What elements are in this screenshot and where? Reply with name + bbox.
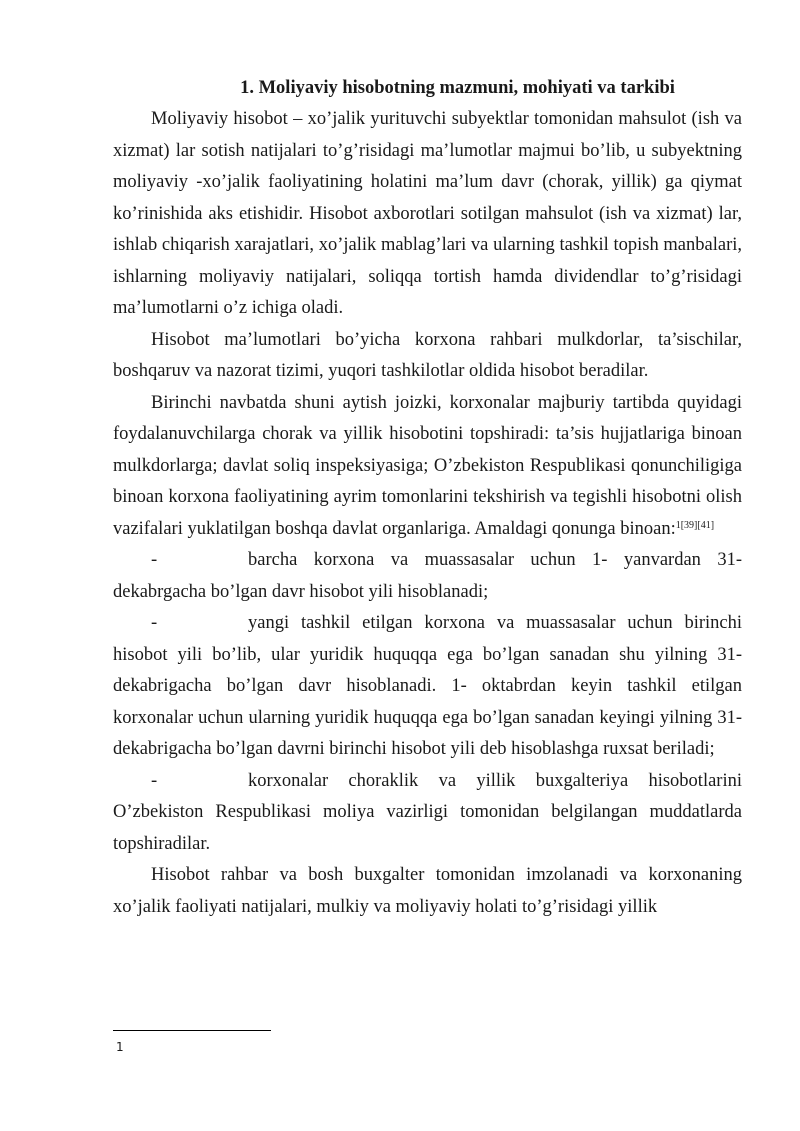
list-item <box>113 545 742 608</box>
list-dash: - <box>151 770 158 791</box>
paragraph-definition: Moliyaviy hisobot – xo’jalik yurituvchi subyektlar tomonidan mahsulot (ish va xizmat) lar sotish natijalari to’g’risidagi ma’lumotlar majmui bo’lib, u subyektning moliyaviy -xo’jalik faoliyatining holatini ma’lum davr (chorak, yillik) ga qiymat ko’rinishida aks etishidir. Hisobot axborotlari sotilgan mahsulot (ish va xizmat) lar, ishlab chiqarish xarajatlari, xo’jalik mablag’lari va ularning tashkil topish manbalari, ishlarning moliyaviy natijalari, soliqqa tortish hamda dividendlar to’g’risidagi ma’lumotlarni o’z ichiga oladi. <box>113 109 742 318</box>
footnote-number: 1 <box>116 1040 124 1054</box>
list-item-text: korxonalar choraklik va yillik buxgalteriya hisobotlarini O’zbekiston Respublikasi moliya vazirligi tomonidan belgilangan muddatlarda topshiradilar. <box>113 770 742 854</box>
section-title: 1. Moliyaviy hisobotning mazmuni, mohiyati va tarkibi <box>240 78 675 98</box>
footnote-reference: 1[39][41] <box>675 519 715 531</box>
list-dash: - <box>151 613 158 633</box>
list-item-text: barcha korxona va muassasalar uchun 1- yanvardan 31- dekabrgacha bo’lgan davr hisobot yili hisoblanadi; <box>113 550 742 602</box>
list-dash: - <box>151 550 158 570</box>
list-item-text: yangi tashkil etilgan korxona va muassasalar uchun birinchi hisobot yili bo’lib, ular yuridik huquqqa ega bo’lgan sanadan shu yilning 31- dekabrigacha bo’lgan davr hisoblanadi. 1- oktabrdan keyin tashkil etilgan korxonalar uchun ularning yuridik huquqqa ega bo’lgan sanadan keyingi yilning 31- dekabrigacha bo’lgan davrni birinchi hisobot yili deb hisoblashga ruxsat beriladi; <box>113 613 742 759</box>
page-content <box>113 72 742 923</box>
paragraph-signature: Hisobot rahbar va bosh buxgalter tomonidan imzolanadi va korxonaning xo’jalik faoliyati natijalari, mulkiy va moliyaviy holati to’g’risidagi yillik <box>113 865 742 917</box>
paragraph-reporting: Hisobot ma’lumotlari bo’yicha korxona rahbari mulkdorlar, ta’sischilar, boshqaruv va nazorat tizimi, yuqori tashkilotlar oldida hisobot beradilar. <box>113 329 742 381</box>
paragraph-users <box>113 388 742 546</box>
paragraph-users-text: Birinchi navbatda shuni aytish joizki, korxonalar majburiy tartibda quyidagi foydalanuvchilarga chorak va yillik hisobotini topshiradi: ta’sis hujjatlariga binoan mulkdorlarga; davlat soliq inspeksiyasiga; O’zbekiston Respublikasi qonunchiligiga binoan korxona faoliyatining ayrim tomonlarini tekshirish va tegishli hisobotni olish vazifalari yuklatilgan boshqa davlat organlariga. Amaldagi qonunga binoan: <box>113 392 742 539</box>
list-item <box>113 766 742 861</box>
list-item <box>113 608 742 766</box>
footnote-separator <box>113 1030 271 1031</box>
